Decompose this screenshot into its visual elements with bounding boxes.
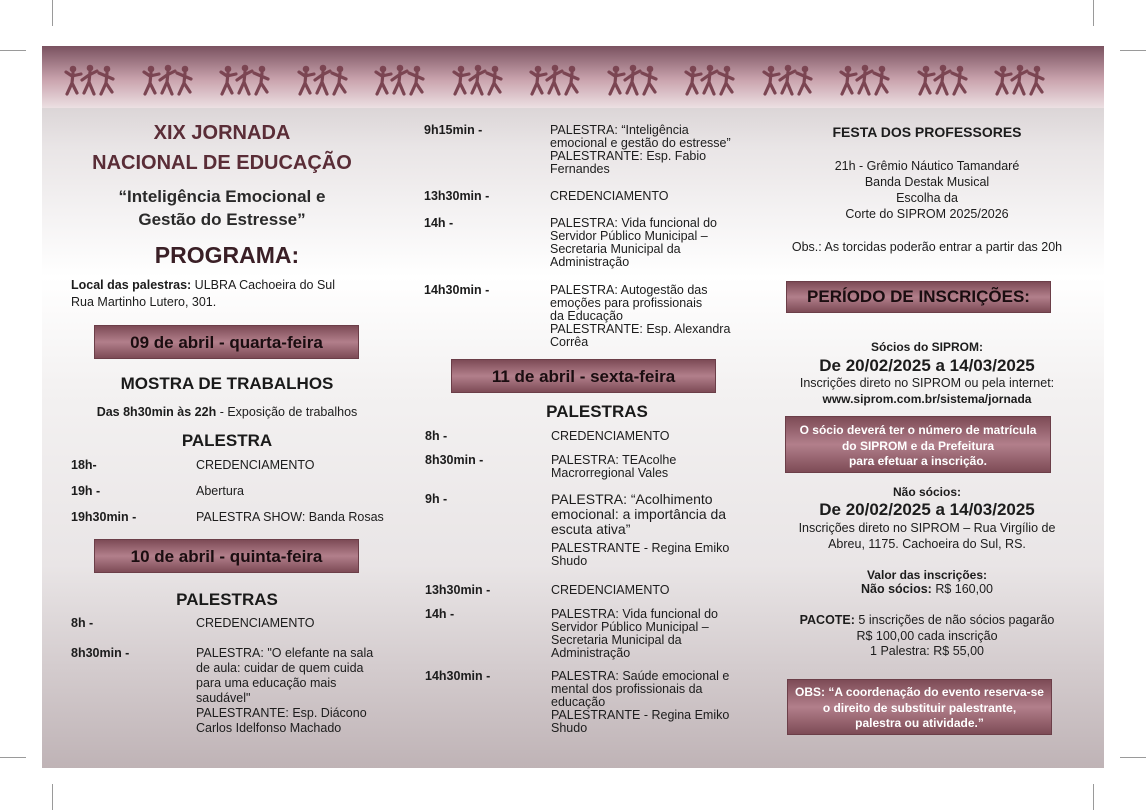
schedule-desc-line: da Educação [550,309,623,323]
nao-socios-label: Não sócios: [892,485,961,499]
event-title-line-2: NACIONAL DE EDUCAÇÃO [92,152,352,174]
schedule-desc-line: PALESTRA: Autogestão das [550,283,708,297]
notice-line: OBS: “A coordenação do evento reserva-se [795,685,1044,699]
crop-mark [52,784,53,810]
crop-mark [0,757,26,758]
schedule-desc-line: Macrorregional Vales [551,466,669,480]
dancing-people-icon [839,64,891,98]
schedule-time: 19h30min - [71,510,137,524]
schedule-desc-line: de aula: cuidar de quem cuida [196,661,364,675]
schedule-desc-line: Abertura [196,484,244,498]
schedule-desc-line: Servidor Público Municipal – [550,229,708,243]
schedule-desc-line: PALESTRANTE: Esp. Fabio [550,149,707,163]
socios-label: Sócios do SIPROM: [870,340,983,354]
mostra-heading: MOSTRA DE TRABALHOS [120,374,334,393]
dancing-people-icon [297,64,349,98]
program-heading: PROGRAMA: [154,242,300,268]
schedule-desc-line: Shudo [551,721,588,735]
dancing-people-icon [762,64,814,98]
schedule-time: 8h30min - [425,453,484,467]
obs-box [787,679,1052,735]
socios-info: Inscrições direto no SIPROM ou pela internet: [799,376,1055,390]
venue-name: ULBRA Cachoeira do Sul [191,278,336,292]
dancing-people-icon [684,64,736,98]
schedule-time: 8h - [425,429,448,443]
header-banner [42,46,1104,108]
day-bar-09-abril: 09 de abril - quarta-feira [94,325,359,359]
schedule-desc-line: CREDENCIAMENTO [550,189,669,203]
schedule-desc-line: educação [551,695,606,709]
schedule-time: 14h - [424,216,454,230]
festa-line: Banda Destak Musical [864,175,990,189]
festa-line: Escolha da [896,191,958,205]
schedule-desc-line: para uma educação mais [196,676,337,690]
schedule-desc-line: CREDENCIAMENTO [551,429,670,443]
notice-line: para efetuar a inscrição. [848,454,988,468]
schedule-desc-line: mental dos profissionais da [551,682,703,696]
dancing-people-icon [64,64,116,98]
crop-mark [1093,0,1094,26]
dancing-people-icon [452,64,504,98]
schedule-desc-line: Carlos Idelfonso Machado [196,721,342,735]
schedule-time: 8h30min - [71,646,130,660]
schedule-desc-line: Secretaria Municipal da [551,633,682,647]
notice-line: palestra ou atividade.” [855,716,984,730]
valor-nao-socios-label: Não sócios: [860,582,932,596]
socios-period: De 20/02/2025 a 14/03/2025 [819,356,1035,375]
schedule-desc-line: PALESTRANTE - Regina Emiko [551,708,730,722]
schedule-time: 18h- [71,458,97,472]
schedule-desc-line: PALESTRA: Saúde emocional e [551,669,730,683]
inscricoes-bar: PERÍODO DE INSCRIÇÕES: [786,281,1051,313]
palestras-heading-day2: PALESTRAS [176,590,278,609]
schedule-desc-line: PALESTRA: “Inteligência [550,123,689,137]
schedule-desc-line: PALESTRA: "O elefante na sala [196,646,374,660]
schedule-desc-line: Servidor Público Municipal – [551,620,709,634]
dancing-people-icon [219,64,271,98]
schedule-time: 9h15min - [424,123,483,137]
schedule-desc-line: emocional: a importância da [551,506,727,522]
schedule-desc-line: PALESTRA: “Acolhimento [551,491,713,507]
schedule-desc-line: CREDENCIAMENTO [196,616,315,630]
schedule-desc-line: PALESTRA: Vida funcional do [551,607,718,621]
schedule-desc-line: Administração [551,646,631,660]
valor-label: Valor das inscrições: [866,568,988,582]
schedule-desc-line: PALESTRANTE - Regina Emiko [551,541,730,555]
pacote-line-1 [777,614,1077,627]
nao-socios-period: De 20/02/2025 a 14/03/2025 [819,500,1035,519]
palestras-heading-day3: PALESTRAS [546,402,648,421]
festa-heading: FESTA DOS PROFESSORES [832,124,1022,140]
notice-line: do SIPROM e da Prefeitura [841,438,995,453]
crop-mark [0,50,26,51]
day-bar-11-abril: 11 de abril - sexta-feira [451,359,716,393]
schedule-desc-line: saudável" [196,691,251,705]
dancing-people-icon [529,64,581,98]
schedule-desc-line: Administração [550,255,630,269]
mostra-line [72,406,382,419]
schedule-time: 8h - [71,616,94,630]
nao-socios-info-line: Inscrições direto no SIPROM – Rua Virgílio de [798,521,1056,535]
schedule-desc-line: emocional e gestão do estresse” [550,136,731,150]
notice-line: O sócio deverá ter o número de matrícula [799,423,1037,437]
crop-mark [1093,784,1094,810]
pacote-line-3: 1 Palestra: R$ 55,00 [870,644,984,658]
crop-mark [52,0,53,26]
schedule-desc-line: emoções para profissionais [550,296,703,310]
schedule-desc-line: escuta ativa” [551,521,631,537]
day-bar-10-abril: 10 de abril - quinta-feira [94,539,359,573]
schedule-desc-line: CREDENCIAMENTO [196,458,315,472]
notice-line: o direito de substituir palestrante, [822,700,1017,715]
pacote-label: PACOTE: [799,613,855,627]
schedule-time: 14h30min - [425,669,491,683]
venue-label: Local das palestras: [71,278,192,292]
dancing-people-icon [142,64,194,98]
schedule-desc-line: PALESTRA SHOW: Banda Rosas [196,510,384,524]
theme-line-2: Gestão do Estresse” [138,210,306,229]
dancing-people-icon [994,64,1046,98]
dancing-people-icon [607,64,659,98]
nao-socios-info-line: Abreu, 1175. Cachoeira do Sul, RS. [828,537,1026,551]
venue-line-2: Rua Martinho Lutero, 301. [71,295,217,309]
crop-mark [1120,757,1146,758]
schedule-desc-line: Shudo [551,554,588,568]
socios-url: www.siprom.com.br/sistema/jornada [822,392,1032,406]
valor-nao-socios: R$ 160,00 [931,582,994,596]
brochure-sheet [42,46,1104,768]
schedule-desc-line: PALESTRA: Vida funcional do [550,216,717,230]
dancing-people-icon [374,64,426,98]
schedule-time: 14h30min - [424,283,490,297]
schedule-desc-line: Corrêa [550,335,589,349]
crop-mark [1120,50,1146,51]
schedule-time: 13h30min - [425,583,491,597]
schedule-time: 14h - [425,607,455,621]
festa-obs: Obs.: As torcidas poderão entrar a partir das 20h [791,240,1063,254]
dancing-people-icon [917,64,969,98]
schedule-desc-line: CREDENCIAMENTO [551,583,670,597]
theme-line-1: “Inteligência Emocional e [118,187,326,206]
schedule-desc-line: Fernandes [550,162,610,176]
pacote-text: 5 inscrições de não sócios pagarão [854,613,1055,627]
schedule-desc-line: PALESTRANTE: Esp. Diácono [196,706,367,720]
mostra-hours: Das 8h30min às 22h [96,405,217,419]
schedule-desc-line: PALESTRANTE: Esp. Alexandra [550,322,731,336]
palestra-heading: PALESTRA [181,431,273,450]
event-title-line-1: XIX JORNADA [153,122,291,144]
pacote-line-2: R$ 100,00 cada inscrição [856,629,998,643]
schedule-time: 19h - [71,484,101,498]
valor-line [777,583,1077,596]
mostra-desc: - Exposição de trabalhos [216,405,358,419]
schedule-time: 9h - [425,492,448,506]
festa-line: Corte do SIPROM 2025/2026 [845,207,1009,221]
venue-line-1 [71,279,361,292]
schedule-desc-line: Secretaria Municipal da [550,242,681,256]
schedule-time: 13h30min - [424,189,490,203]
festa-line: 21h - Grêmio Náutico Tamandaré [834,159,1020,173]
schedule-desc-line: PALESTRA: TEAcolhe [551,453,677,467]
socio-notice-box [785,416,1051,473]
